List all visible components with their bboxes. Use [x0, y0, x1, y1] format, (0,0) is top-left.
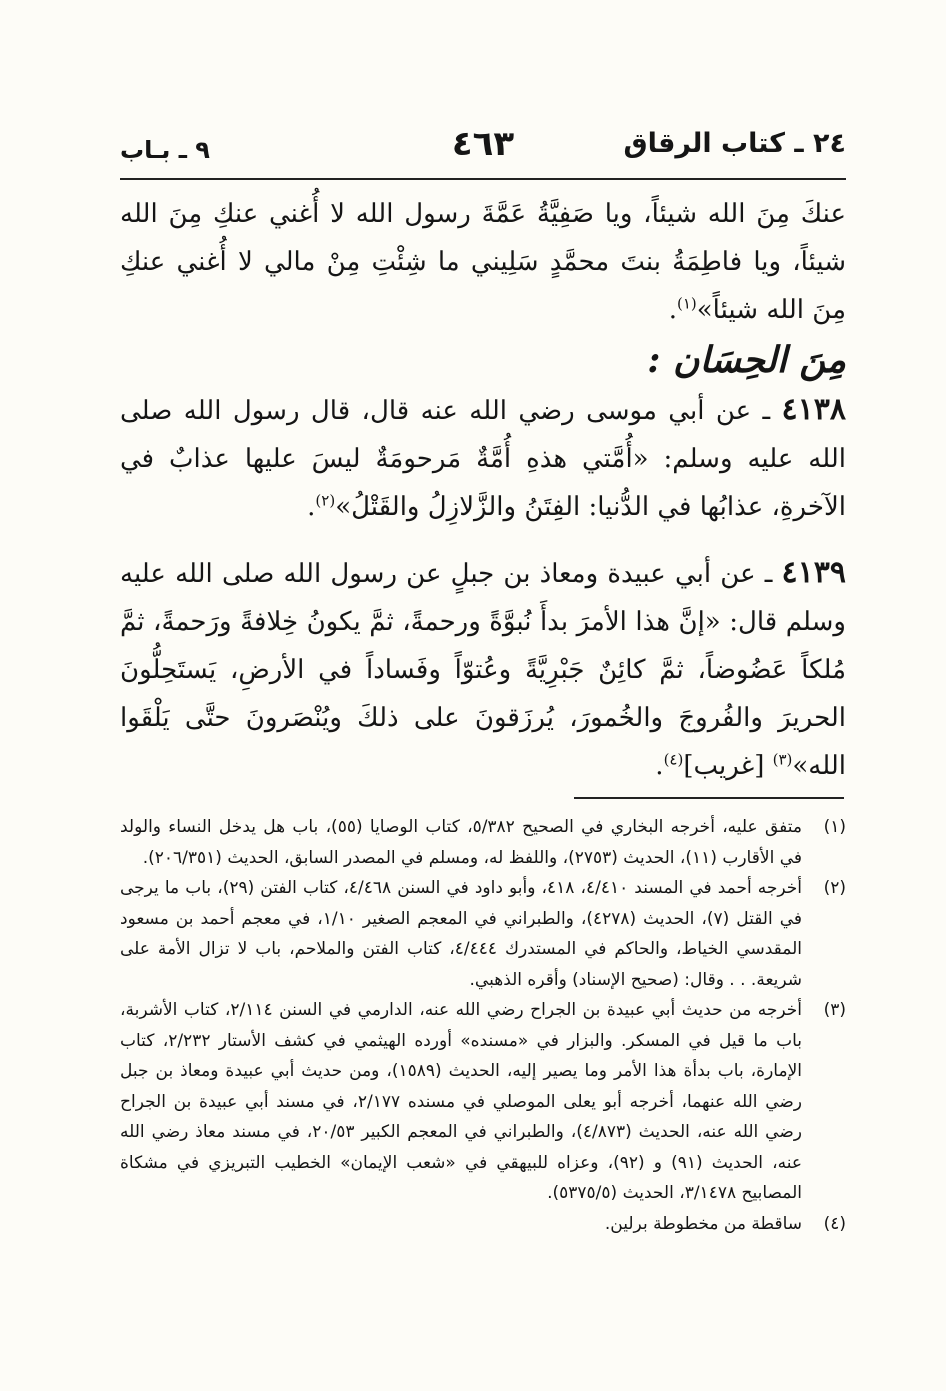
page-number: ٤٦٣ [451, 124, 515, 164]
period: . [307, 492, 316, 522]
footnote-text: أخرجه أحمد في المسند ٤/٤١٠، ٤١٨، وأبو داود في السنن ٤/٤٦٨، كتاب الفتن (٢٩)، باب ما يرجى في القتل (٧)، الحديث (٤٢٧٨)، والطبراني في المعجم الصغير ١/١٠، في معجم أحمد بن مسعود المقدسي الخياط، والحاكم في المستدرك ٤/٤٤٤، كتاب الفتن والملاحم، باب لا تزال الأمة على شريعة. . . وقال: (صحيح الإسناد) وأقره الذهبي. [120, 878, 802, 990]
footnote-number: (١) [823, 817, 846, 837]
footnote-ref: (١) [676, 294, 697, 313]
period: . [668, 295, 677, 325]
footnote-number: (٤) [823, 1213, 846, 1234]
hadith-4139 [120, 549, 846, 790]
section-heading: مِنَ الحِسَان : [647, 339, 846, 381]
hadith-text: ـ عن أبي موسى رضي الله عنه قال، قال رسول الله صلى الله عليه وسلم: «أُمَّتي هذهِ أُمَّةٌ مَرحومَةٌ ليسَ عليها عذابٌ في الآخرةِ، عذابُها في الدُّنيا: الفِتَنُ والزَّلازِلُ والقَتْلُ» [120, 396, 846, 522]
hadith-4138 [120, 386, 846, 531]
hadith-number: ٤١٣٨ [781, 392, 846, 427]
footnote-divider [574, 797, 844, 799]
footnote-4 [120, 1209, 846, 1240]
hadith-number: ٤١٣٩ [781, 555, 846, 590]
page-header [120, 124, 846, 174]
continuation-text: عنكَ مِنَ الله شيئاً، ويا صَفِيَّةُ عَمَّةَ رسول الله لا أُغني عنكِ مِنَ الله شيئاً، ويا فاطِمَةُ بنتَ محمَّدٍ سَلِيني ما شِئْتِ مِنْ مالي لا أُغني عنكِ مِنَ الله شيئاً» [120, 199, 846, 325]
footnote-1 [120, 812, 846, 873]
continuation-paragraph [120, 190, 846, 334]
chapter-title: ٩ ـ بـاب [120, 136, 210, 164]
footnote-text: ساقطة من مخطوطة برلين. [604, 1213, 802, 1234]
header-divider [120, 178, 846, 180]
footnote-number: (٢) [823, 878, 846, 898]
footnote-3 [120, 995, 846, 1209]
hadith-text: ـ عن أبي عبيدة ومعاذ بن جبلٍ عن رسول الله صلى الله عليه وسلم قال: «إنَّ هذا الأمرَ بدأَ نُبوَّةً ورحمةً، ثمَّ يكونُ خِلافةً ورَحمةً، ثمَّ مُلكاً عَضُوضاً، ثمَّ كائِنٌ جَبْرِيَّةً وعُتوّاً وفَساداً في الأرضِ، يَستَحِلُّونَ الحريرَ والفُروجَ والخُمورَ، يُرزَقونَ على ذلكَ ويُنْصَرونَ حتَّى يَلْقَوا الله» [120, 559, 846, 781]
period: . [655, 751, 664, 781]
footnote-text: أخرجه من حديث أبي عبيدة بن الجراح رضي الله عنه، الدارمي في السنن ٢/١١٤، كتاب الأشربة، باب ما قيل في المسكر. والبزار في «مسنده» أورده الهيثمي في كشف الأستار ٢/٢٣٢، كتاب الإمارة، باب بدأة هذا الأمر وما يصير إليه، الحديث (١٥٨٩)، ومن حديث أبي عبيدة ومعاذ بن جبل رضي الله عنهما، أخرجه أبو يعلى الموصلي في مسنده ٢/١٧٧، في مسند أبي عبيدة بن الجراح رضي الله عنه، الحديث (٤/٨٧٣)، والطبراني في المعجم الكبير ٢٠/٥٣، في مسند معاذ رضي الله عنه، الحديث (٩١) و (٩٢)، وعزاه للبيهقي في «شعب الإيمان» الخطيب التبريزي في مشكاة المصابيح ٣/١٤٧٨، الحديث (٥٣٧٥/٥). [120, 1000, 803, 1203]
grading-label: [غريب] [683, 751, 773, 781]
book-title: ٢٤ ـ كتاب الرقاق [623, 128, 846, 159]
footnote-ref: (٤) [663, 750, 684, 769]
footnote-ref: (٣) [772, 750, 793, 769]
footnote-ref: (٢) [315, 491, 336, 510]
footnote-number: (٣) [823, 1000, 846, 1020]
footnotes [120, 812, 846, 1239]
footnote-text: متفق عليه، أخرجه البخاري في الصحيح ٥/٣٨٢، كتاب الوصايا (٥٥)، باب هل يدخل النساء والولد في الأقارب (١١)، الحديث (٢٧٥٣)، واللفظ له، ومسلم في المصدر السابق، الحديث (٢٠٦/٣٥١). [120, 817, 802, 868]
main-text [120, 190, 846, 790]
footnote-2 [120, 873, 846, 995]
